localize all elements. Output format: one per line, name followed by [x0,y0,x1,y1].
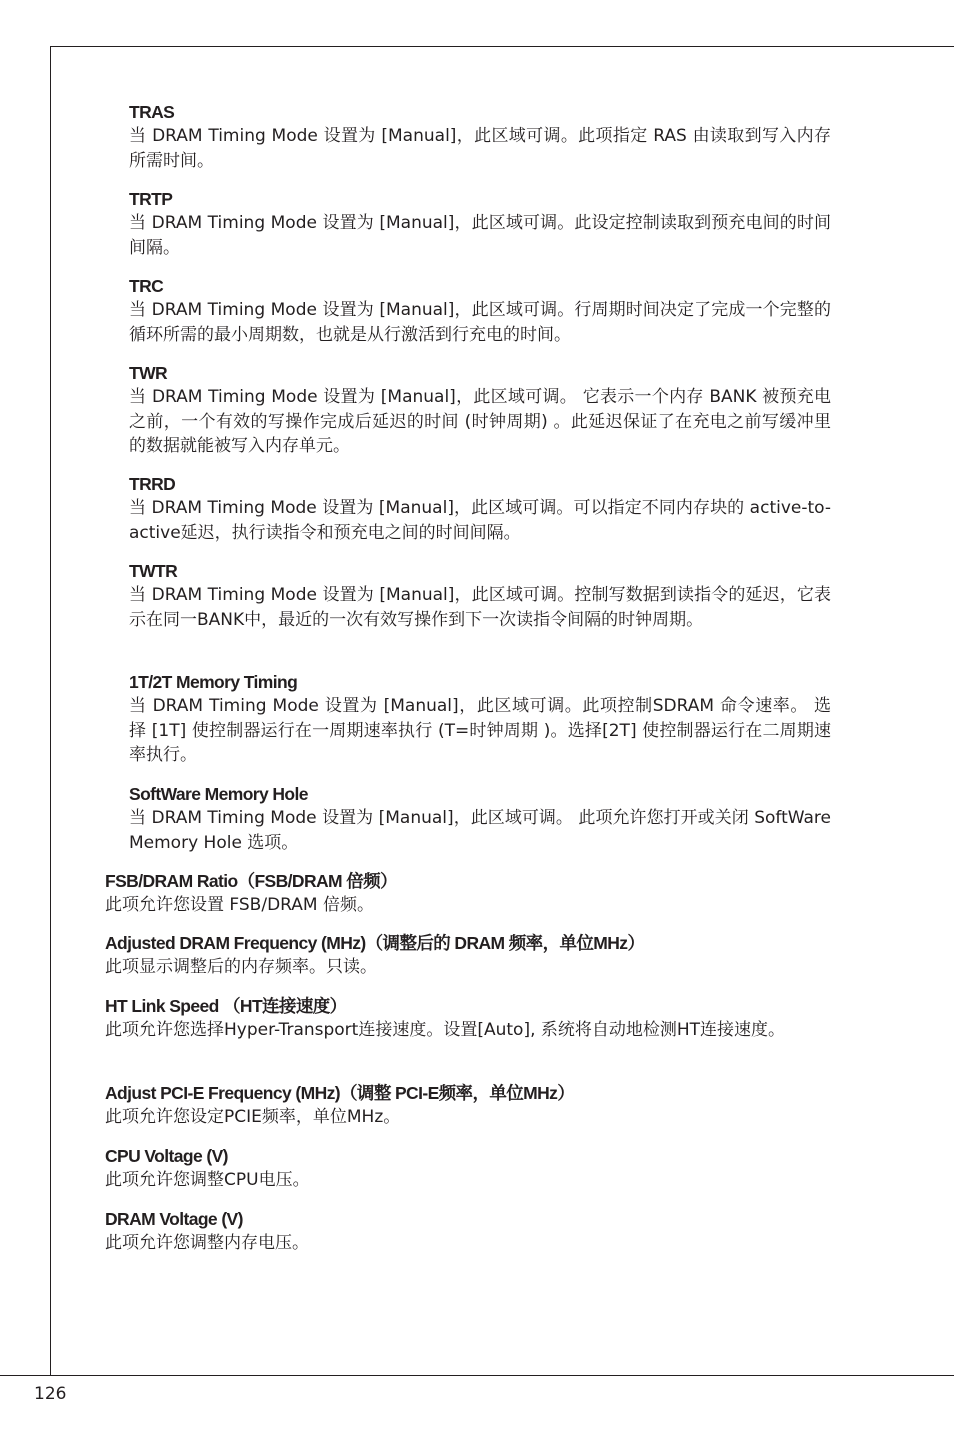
section-text: 此项允许您调整内存电压。 [105,1233,309,1253]
section-title: Adjust PCI-E Frequency (MHz)（调整 PCI-E频率，单位MHz） [105,1083,575,1103]
section-title: FSB/DRAM Ratio（FSB/DRAM 倍频） [105,871,397,891]
section-title: DRAM Voltage (V) [105,1209,243,1229]
section-title: TWTR [129,561,178,581]
section-title: TRC [129,276,164,296]
section-text: 此项允许您设定PCIE频率，单位MHz。 [105,1107,401,1127]
left-margin-rule [50,46,51,1376]
section-text: 当 DRAM Timing Mode 设置为 [Manual]，此区域可调。 它表示一个内存 BANK 被预充电之前，一个有效的写操作完成后延迟的时间 (时钟周期) 。此延迟保证了在充电之前写缓冲里的数据就能被写入内存单元。 [129,387,831,456]
section-twtr [129,559,831,632]
section-text: 当 DRAM Timing Mode 设置为 [Manual]，此区域可调。此项控制SDRAM 命令速率。 选择 [1T] 使控制器运行在一周期速率执行 (T=时钟周期 )。选择[2T] 使控制器运行在二周期速率执行。 [129,696,831,765]
section-title: TWR [129,363,168,383]
section-text: 当 DRAM Timing Mode 设置为 [Manual]，此区域可调。可以指定不同内存块的 active-to-active延迟，执行读指令和预充电之间的时间间隔。 [129,498,831,543]
section-software-memory-hole [129,782,831,855]
section-cpu-voltage [105,1144,831,1193]
section-ht-link-speed [105,994,831,1043]
section-text: 此项允许您选择Hyper-Transport连接速度。设置[Auto], 系统将自动地检测HT连接速度。 [105,1020,786,1040]
top-rule [50,46,954,47]
section-title: TRTP [129,189,173,209]
section-adjusted-dram-frequency [105,931,831,980]
section-text: 当 DRAM Timing Mode 设置为 [Manual]，此区域可调。此项指定 RAS 由读取到写入内存所需时间。 [129,126,831,171]
section-dram-voltage [105,1207,831,1256]
section-text: 此项允许您调整CPU电压。 [105,1170,310,1190]
section-trtp [129,187,831,260]
section-title: TRRD [129,474,176,494]
section-title: Adjusted DRAM Frequency (MHz)（调整后的 DRAM 频率，单位MHz） [105,933,645,953]
footer-rule [0,1375,954,1376]
section-text: 当 DRAM Timing Mode 设置为 [Manual]，此区域可调。行周期时间决定了完成一个完整的循环所需的最小周期数，也就是从行激活到行充电的时间。 [129,300,831,345]
section-text: 当 DRAM Timing Mode 设置为 [Manual]，此区域可调。 此项允许您打开或关闭 SoftWare Memory Hole 选项。 [129,808,831,853]
section-title: SoftWare Memory Hole [129,784,308,804]
section-text: 当 DRAM Timing Mode 设置为 [Manual]，此区域可调。此设定控制读取到预充电间的时间间隔。 [129,213,831,258]
section-adjust-pcie-frequency [105,1081,831,1130]
section-fsb-dram-ratio [105,869,831,918]
section-twr [129,361,831,459]
section-title: TRAS [129,102,175,122]
section-text: 此项显示调整后的内存频率。只读。 [105,957,377,977]
section-trc [129,274,831,347]
section-trrd [129,472,831,545]
section-title: 1T/2T Memory Timing [129,672,298,692]
section-tras [129,100,831,173]
section-text: 当 DRAM Timing Mode 设置为 [Manual]，此区域可调。控制写数据到读指令的延迟，它表示在同一BANK中，最近的一次有效写操作到下一次读指令间隔的时钟周期。 [129,585,831,630]
section-title: CPU Voltage (V) [105,1146,228,1166]
section-text: 此项允许您设置 FSB/DRAM 倍频。 [105,895,374,915]
section-title: HT Link Speed （HT连接速度） [105,996,347,1016]
page-number: 126 [34,1384,67,1404]
section-1t2t-memory-timing [129,670,831,768]
